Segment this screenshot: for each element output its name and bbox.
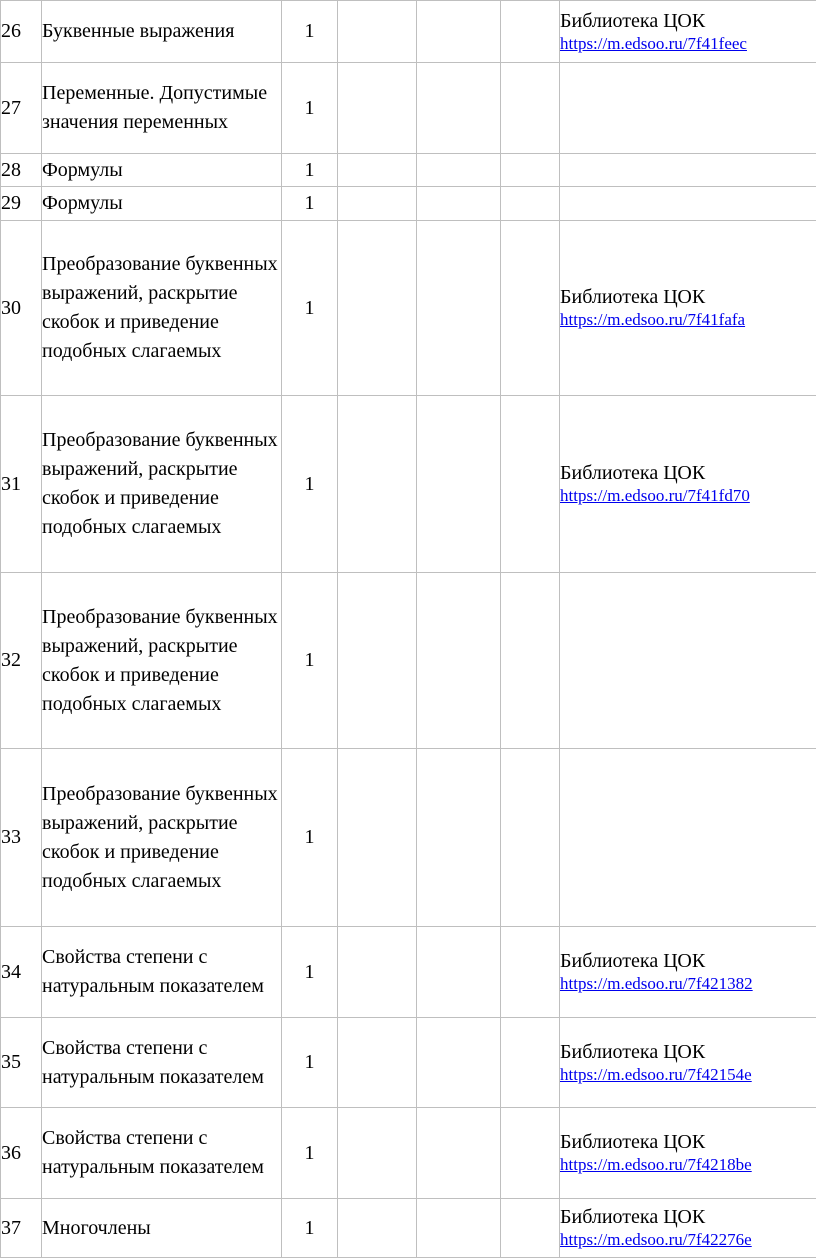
table-row bbox=[1, 927, 816, 1018]
resource-cell bbox=[560, 1108, 816, 1199]
empty-cell bbox=[417, 396, 501, 573]
lesson-number: 27 bbox=[1, 63, 42, 154]
table-row bbox=[1, 1199, 816, 1258]
empty-cell bbox=[501, 221, 560, 396]
lesson-number: 31 bbox=[1, 396, 42, 573]
table-row bbox=[1, 221, 816, 396]
lesson-hours: 1 bbox=[282, 154, 338, 187]
empty-cell bbox=[338, 573, 417, 749]
resource-title: Библиотека ЦОК bbox=[560, 950, 706, 972]
lesson-topic: Переменные. Допустимые значения переменных bbox=[42, 63, 282, 154]
empty-cell bbox=[338, 1199, 417, 1258]
lesson-hours: 1 bbox=[282, 187, 338, 221]
table-row bbox=[1, 63, 816, 154]
empty-cell bbox=[338, 187, 417, 221]
lesson-hours: 1 bbox=[282, 927, 338, 1018]
resource-title: Библиотека ЦОК bbox=[560, 462, 706, 484]
lesson-number: 36 bbox=[1, 1108, 42, 1199]
table-row bbox=[1, 396, 816, 573]
lesson-topic: Формулы bbox=[42, 154, 282, 187]
empty-cell bbox=[417, 927, 501, 1018]
resource-title: Библиотека ЦОК bbox=[560, 1131, 706, 1153]
empty-cell bbox=[338, 749, 417, 927]
lesson-number: 33 bbox=[1, 749, 42, 927]
lesson-topic: Свойства степени с натуральным показателем bbox=[42, 927, 282, 1018]
resource-cell bbox=[560, 63, 816, 154]
empty-cell bbox=[338, 1018, 417, 1108]
lesson-hours: 1 bbox=[282, 1108, 338, 1199]
lesson-topic: Формулы bbox=[42, 187, 282, 221]
table-row bbox=[1, 187, 816, 221]
table-row bbox=[1, 1018, 816, 1108]
lesson-number: 35 bbox=[1, 1018, 42, 1108]
lesson-hours: 1 bbox=[282, 221, 338, 396]
resource-link[interactable]: https://m.edsoo.ru/7f4218be bbox=[560, 1155, 752, 1174]
lesson-number: 34 bbox=[1, 927, 42, 1018]
empty-cell bbox=[338, 63, 417, 154]
table-row bbox=[1, 749, 816, 927]
resource-cell bbox=[560, 927, 816, 1018]
empty-cell bbox=[417, 154, 501, 187]
table-row bbox=[1, 1108, 816, 1199]
empty-cell bbox=[501, 1199, 560, 1258]
resource-cell bbox=[560, 1, 816, 63]
lesson-hours: 1 bbox=[282, 1199, 338, 1258]
resource-cell bbox=[560, 1199, 816, 1258]
empty-cell bbox=[501, 396, 560, 573]
empty-cell bbox=[417, 1018, 501, 1108]
empty-cell bbox=[338, 1, 417, 63]
empty-cell bbox=[501, 154, 560, 187]
lesson-hours: 1 bbox=[282, 396, 338, 573]
lesson-number: 26 bbox=[1, 1, 42, 63]
table-row bbox=[1, 1, 816, 63]
lesson-topic: Преобразование буквенных выражений, раскрытие скобок и приведение подобных слагаемых bbox=[42, 396, 282, 573]
resource-title: Библиотека ЦОК bbox=[560, 1040, 706, 1063]
empty-cell bbox=[417, 63, 501, 154]
resource-cell bbox=[560, 221, 816, 396]
empty-cell bbox=[417, 187, 501, 221]
lesson-topic: Буквенные выражения bbox=[42, 1, 282, 63]
empty-cell bbox=[417, 749, 501, 927]
empty-cell bbox=[501, 1, 560, 63]
empty-cell bbox=[501, 1018, 560, 1108]
empty-cell bbox=[501, 1108, 560, 1199]
lesson-number: 30 bbox=[1, 221, 42, 396]
resource-cell bbox=[560, 154, 816, 187]
lesson-hours: 1 bbox=[282, 1, 338, 63]
lesson-topic: Преобразование буквенных выражений, раскрытие скобок и приведение подобных слагаемых bbox=[42, 749, 282, 927]
lesson-hours: 1 bbox=[282, 749, 338, 927]
empty-cell bbox=[417, 1199, 501, 1258]
lesson-number: 29 bbox=[1, 187, 42, 221]
resource-link[interactable]: https://m.edsoo.ru/7f42154e bbox=[560, 1064, 752, 1084]
empty-cell bbox=[338, 154, 417, 187]
empty-cell bbox=[338, 396, 417, 573]
table-row bbox=[1, 573, 816, 749]
lesson-topic: Свойства степени с натуральным показателем bbox=[42, 1018, 282, 1108]
empty-cell bbox=[338, 221, 417, 396]
resource-link[interactable]: https://m.edsoo.ru/7f41fd70 bbox=[560, 486, 750, 505]
resource-cell bbox=[560, 573, 816, 749]
resource-cell bbox=[560, 1018, 816, 1108]
empty-cell bbox=[501, 927, 560, 1018]
lesson-number: 32 bbox=[1, 573, 42, 749]
lesson-number: 37 bbox=[1, 1199, 42, 1258]
resource-cell bbox=[560, 749, 816, 927]
empty-cell bbox=[501, 63, 560, 154]
resource-title: Библиотека ЦОК bbox=[560, 9, 706, 32]
lesson-number: 28 bbox=[1, 154, 42, 187]
empty-cell bbox=[501, 573, 560, 749]
lesson-hours: 1 bbox=[282, 63, 338, 154]
resource-link[interactable]: https://m.edsoo.ru/7f41fafa bbox=[560, 310, 746, 329]
empty-cell bbox=[338, 927, 417, 1018]
resource-title: Библиотека ЦОК bbox=[560, 1206, 706, 1228]
table-row bbox=[1, 154, 816, 187]
lesson-plan-body bbox=[1, 1, 816, 1258]
lesson-topic: Многочлены bbox=[42, 1199, 282, 1258]
resource-cell bbox=[560, 187, 816, 221]
resource-link[interactable]: https://m.edsoo.ru/7f421382 bbox=[560, 974, 753, 993]
empty-cell bbox=[501, 749, 560, 927]
lesson-topic: Свойства степени с натуральным показателем bbox=[42, 1108, 282, 1199]
empty-cell bbox=[338, 1108, 417, 1199]
resource-link[interactable]: https://m.edsoo.ru/7f41feec bbox=[560, 33, 747, 53]
resource-title: Библиотека ЦОК bbox=[560, 286, 706, 308]
resource-link[interactable]: https://m.edsoo.ru/7f42276e bbox=[560, 1230, 752, 1249]
empty-cell bbox=[417, 573, 501, 749]
empty-cell bbox=[501, 187, 560, 221]
lesson-hours: 1 bbox=[282, 573, 338, 749]
lesson-topic: Преобразование буквенных выражений, раскрытие скобок и приведение подобных слагаемых bbox=[42, 221, 282, 396]
lesson-topic: Преобразование буквенных выражений, раскрытие скобок и приведение подобных слагаемых bbox=[42, 573, 282, 749]
lesson-hours: 1 bbox=[282, 1018, 338, 1108]
empty-cell bbox=[417, 1, 501, 63]
empty-cell bbox=[417, 1108, 501, 1199]
empty-cell bbox=[417, 221, 501, 396]
resource-cell bbox=[560, 396, 816, 573]
